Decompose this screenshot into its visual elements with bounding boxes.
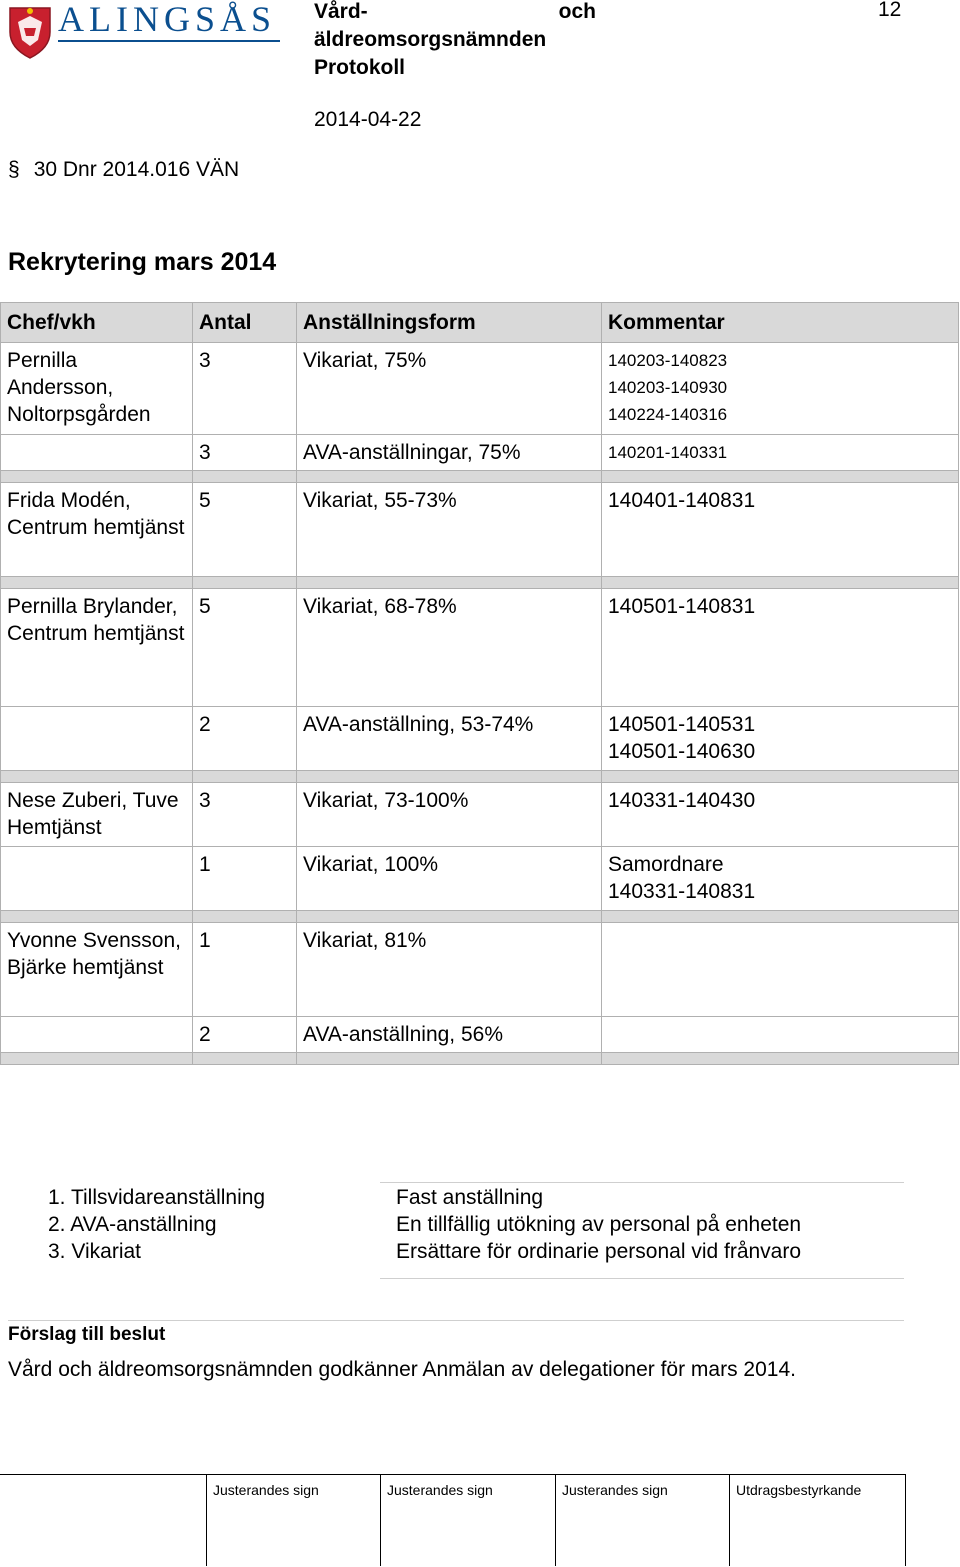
separator-row (1, 577, 959, 589)
legend-divider (380, 1278, 904, 1279)
cell-kommentar: 140331-140430 (602, 783, 959, 847)
comment-line: 140203-140823 (608, 351, 728, 370)
table-row (1, 343, 959, 435)
cell-kommentar (602, 343, 959, 435)
document-title (314, 0, 614, 82)
cell-chef (1, 1017, 193, 1053)
separator-row (1, 471, 959, 483)
cell-kommentar: 140201-140331 (602, 435, 959, 471)
legend-desc: Ersättare för ordinarie personal vid frånvaro (396, 1240, 802, 1263)
col-header-antal: Antal (193, 303, 297, 343)
table-row (1, 435, 959, 471)
legend-term: 1. Tillsvidareanställning (48, 1186, 266, 1209)
cell-chef: Pernilla Andersson, Noltorpsgården (1, 343, 193, 435)
cell-form: AVA-anställningar, 75% (297, 435, 602, 471)
cell-form: Vikariat, 68-78% (297, 589, 602, 707)
legend-term: 3. Vikariat (48, 1240, 141, 1263)
legend-term: 2. AVA-anställning (48, 1213, 217, 1236)
comment-line: 140501-140531 (608, 713, 756, 736)
cell-chef: Frida Modén, Centrum hemtjänst (1, 483, 193, 577)
table-row (1, 783, 959, 847)
cell-antal: 3 (193, 343, 297, 435)
footer-sign-field: Justerandes sign (206, 1474, 380, 1566)
cell-antal: 1 (193, 847, 297, 911)
cell-kommentar (602, 1017, 959, 1053)
footer-sign-field: Justerandes sign (555, 1474, 729, 1566)
col-header-chef: Chef/vkh (1, 303, 193, 343)
comment-line: 140331-140831 (608, 880, 756, 903)
table-row (1, 1017, 959, 1053)
table-row (1, 923, 959, 1017)
footer-certification-field: Utdragsbestyrkande (729, 1474, 906, 1566)
title-line-2: äldreomsorgsnämnden (314, 28, 547, 51)
table-row (1, 483, 959, 577)
logo-text: ALINGSÅS (58, 0, 277, 39)
footer-sign-field: Justerandes sign (380, 1474, 554, 1566)
proposal-divider (8, 1320, 904, 1321)
cell-kommentar: 140501-140831 (602, 589, 959, 707)
page-number: 12 (878, 0, 902, 21)
separator-row (1, 1053, 959, 1065)
table-header-row (1, 303, 959, 343)
cell-chef (1, 707, 193, 771)
cell-form: Vikariat, 100% (297, 847, 602, 911)
comment-line: 140203-140930 (608, 378, 728, 397)
separator-row (1, 771, 959, 783)
cell-form: AVA-anställning, 56% (297, 1017, 602, 1053)
cell-antal: 5 (193, 483, 297, 577)
proposal-heading: Förslag till beslut (8, 1324, 166, 1345)
legend-divider (380, 1182, 904, 1183)
cell-chef: Yvonne Svensson, Bjärke hemtjänst (1, 923, 193, 1017)
table-row (1, 847, 959, 911)
cell-form: Vikariat, 55-73% (297, 483, 602, 577)
recruitment-table (0, 302, 959, 1065)
crest-icon (8, 2, 52, 60)
legend-item (48, 1184, 904, 1211)
comment-line: 140501-140630 (608, 740, 756, 763)
title-word-2: och (558, 0, 596, 23)
cell-kommentar (602, 923, 959, 1017)
legend-item (48, 1211, 904, 1238)
cell-antal: 2 (193, 1017, 297, 1053)
paragraph-reference (8, 158, 239, 182)
col-header-form: Anställningsform (297, 303, 602, 343)
cell-kommentar (602, 707, 959, 771)
cell-kommentar: 140401-140831 (602, 483, 959, 577)
legend-desc: En tillfällig utökning av personal på enheten (396, 1213, 802, 1236)
cell-chef (1, 435, 193, 471)
proposal-text: Vård och äldreomsorgsnämnden godkänner Anmälan av delegationer för mars 2014. (8, 1358, 796, 1381)
table-row (1, 589, 959, 707)
cell-form: Vikariat, 81% (297, 923, 602, 1017)
title-word-1: Vård- (314, 0, 368, 23)
meeting-date: 2014-04-22 (314, 108, 422, 131)
separator-row (1, 911, 959, 923)
section-heading: Rekrytering mars 2014 (8, 248, 277, 276)
cell-chef (1, 847, 193, 911)
legend-item (48, 1238, 904, 1265)
cell-antal: 3 (193, 783, 297, 847)
cell-chef: Pernilla Brylander, Centrum hemtjänst (1, 589, 193, 707)
cell-chef: Nese Zuberi, Tuve Hemtjänst (1, 783, 193, 847)
cell-antal: 5 (193, 589, 297, 707)
legend-desc: Fast anställning (396, 1186, 544, 1209)
legend (48, 1184, 904, 1265)
cell-antal: 2 (193, 707, 297, 771)
cell-antal: 1 (193, 923, 297, 1017)
comment-line: Samordnare (608, 853, 724, 876)
logo-underline (58, 40, 280, 42)
title-line-3: Protokoll (314, 56, 406, 79)
comment-line: 140224-140316 (608, 405, 728, 424)
cell-form: Vikariat, 73-100% (297, 783, 602, 847)
cell-kommentar (602, 847, 959, 911)
cell-form: Vikariat, 75% (297, 343, 602, 435)
section-sign-icon: § (8, 158, 20, 181)
cell-antal: 3 (193, 435, 297, 471)
table-row (1, 707, 959, 771)
col-header-kommentar: Kommentar (602, 303, 959, 343)
paragraph-ref-text: 30 Dnr 2014.016 VÄN (33, 158, 240, 181)
cell-form: AVA-anställning, 53-74% (297, 707, 602, 771)
